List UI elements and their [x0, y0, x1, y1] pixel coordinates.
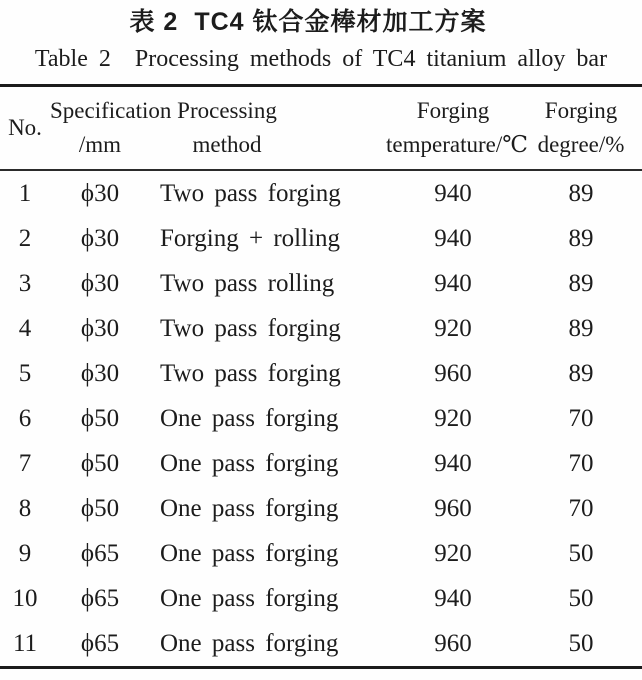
- column-header-line: /mm: [78, 132, 122, 157]
- cell-forging-degree: 50: [568, 584, 594, 612]
- cell-processing-method: One pass forging: [160, 494, 339, 522]
- cell-forging-degree: 89: [568, 359, 594, 387]
- cell-forging-degree: 89: [568, 179, 594, 207]
- cell-processing-method: One pass forging: [160, 539, 339, 567]
- column-header-line: Forging: [416, 98, 490, 123]
- cell-forging-degree: 70: [568, 404, 594, 432]
- cell-forging-temperature: 940: [434, 179, 472, 207]
- processing-methods-table: [0, 84, 642, 669]
- column-header-line: temperature/℃: [386, 132, 528, 157]
- cell-forging-temperature: 960: [434, 494, 472, 522]
- cell-processing-method: Two pass forging: [160, 179, 341, 207]
- column-header-line: degree/%: [537, 132, 625, 157]
- cell-specification: ϕ50: [80, 404, 120, 432]
- header-row: [0, 86, 642, 171]
- cell-forging-temperature: 960: [434, 359, 472, 387]
- cell-processing-method: Two pass forging: [160, 314, 341, 342]
- cell-forging-temperature: 940: [434, 269, 472, 297]
- table-row: [0, 396, 642, 441]
- cell-processing-method: One pass forging: [160, 404, 339, 432]
- table-row: [0, 261, 642, 306]
- cell-processing-method: One pass forging: [160, 449, 339, 477]
- cell-processing-method: Two pass forging: [160, 359, 341, 387]
- cell-no: 4: [18, 314, 32, 342]
- column-header-forging-degree: [520, 86, 642, 171]
- cell-no: 1: [18, 179, 32, 207]
- table-row: [0, 621, 642, 668]
- cell-processing-method: One pass forging: [160, 629, 339, 657]
- caption-english-text: Processing methods of TC4 titanium alloy bar: [134, 46, 608, 72]
- cell-no: 2: [18, 224, 32, 252]
- column-header-specification: [50, 86, 172, 171]
- cell-processing-method: One pass forging: [160, 584, 339, 612]
- table-row: [0, 170, 642, 216]
- cell-processing-method: Two pass rolling: [160, 269, 335, 297]
- table-row: [0, 576, 642, 621]
- table-body: [0, 170, 642, 668]
- cell-forging-temperature: 920: [434, 404, 472, 432]
- caption-english: [0, 44, 642, 74]
- cell-no: 7: [18, 449, 32, 477]
- cell-forging-temperature: 940: [434, 449, 472, 477]
- cell-forging-temperature: 960: [434, 629, 472, 657]
- cell-forging-degree: 50: [568, 539, 594, 567]
- cell-specification: ϕ30: [80, 359, 120, 387]
- cell-forging-degree: 89: [568, 314, 594, 342]
- column-header-line: Processing: [177, 98, 277, 123]
- cell-no: 5: [18, 359, 32, 387]
- caption-chinese-text: TC4 钛合金棒材加工方案: [194, 8, 487, 36]
- cell-specification: ϕ65: [80, 539, 120, 567]
- cell-specification: ϕ65: [80, 584, 120, 612]
- cell-no: 3: [18, 269, 32, 297]
- cell-specification: ϕ30: [80, 314, 120, 342]
- table-header: [0, 86, 642, 171]
- table-row: [0, 486, 642, 531]
- caption-chinese: [0, 0, 642, 38]
- column-header-forging-temperature: [320, 86, 528, 171]
- column-header-line: Specification: [50, 98, 172, 123]
- cell-specification: ϕ30: [80, 269, 120, 297]
- cell-no: 11: [12, 629, 38, 657]
- table-row: [0, 306, 642, 351]
- caption-english-label: Table 2: [34, 46, 111, 72]
- column-header-line: No.: [8, 115, 42, 140]
- column-header-line: method: [192, 132, 262, 157]
- cell-forging-degree: 50: [568, 629, 594, 657]
- table-row: [0, 351, 642, 396]
- column-header-no: [0, 86, 50, 171]
- table-row: [0, 216, 642, 261]
- cell-specification: ϕ65: [80, 629, 120, 657]
- cell-no: 6: [18, 404, 32, 432]
- table-row: [0, 441, 642, 486]
- cell-forging-temperature: 920: [434, 539, 472, 567]
- column-header-processing-method: [160, 86, 320, 171]
- cell-no: 9: [18, 539, 32, 567]
- cell-forging-temperature: 940: [434, 584, 472, 612]
- caption-chinese-label: 表 2: [129, 8, 179, 36]
- column-header-line: Forging: [544, 98, 618, 123]
- cell-forging-degree: 89: [568, 269, 594, 297]
- cell-no: 10: [12, 584, 38, 612]
- cell-specification: ϕ30: [80, 179, 120, 207]
- cell-processing-method: Forging + rolling: [160, 224, 340, 252]
- cell-specification: ϕ50: [80, 494, 120, 522]
- cell-specification: ϕ50: [80, 449, 120, 477]
- table-row: [0, 531, 642, 576]
- cell-forging-temperature: 940: [434, 224, 472, 252]
- cell-forging-degree: 89: [568, 224, 594, 252]
- cell-no: 8: [18, 494, 32, 522]
- cell-forging-degree: 70: [568, 494, 594, 522]
- cell-forging-degree: 70: [568, 449, 594, 477]
- cell-specification: ϕ30: [80, 224, 120, 252]
- cell-forging-temperature: 920: [434, 314, 472, 342]
